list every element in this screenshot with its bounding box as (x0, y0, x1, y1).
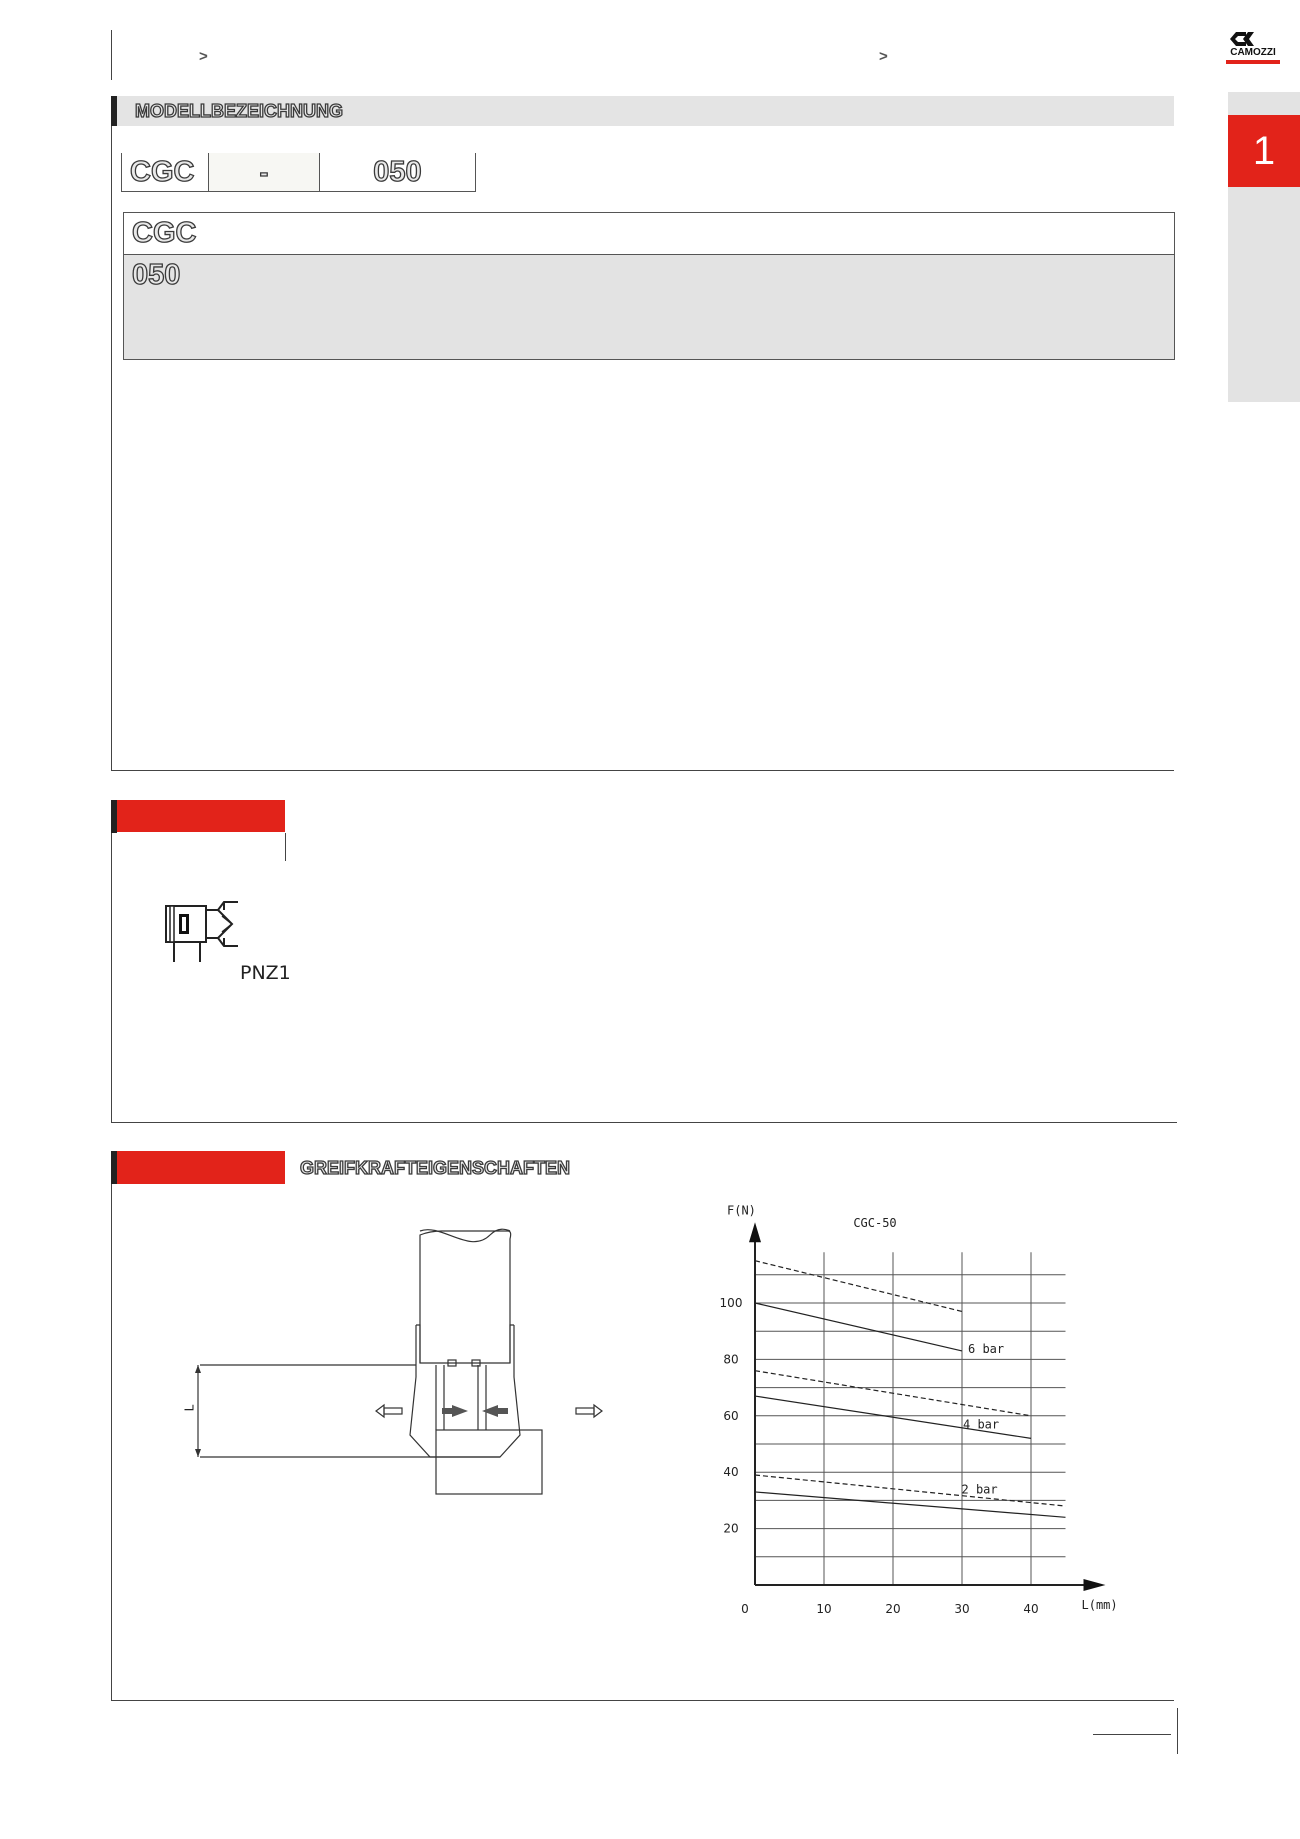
x-tick-label: 40 (1023, 1602, 1039, 1616)
series-line (755, 1303, 962, 1351)
breadcrumb-separator: > (879, 48, 888, 65)
y-axis-arrow (749, 1222, 761, 1242)
footer-divider (1177, 1708, 1178, 1754)
y-tick-label: 100 (719, 1296, 743, 1310)
series-line (755, 1492, 1066, 1517)
x-tick-label: 10 (816, 1602, 832, 1616)
chart-title: CGC-50 (853, 1216, 897, 1230)
x-tick-label: 20 (885, 1602, 901, 1616)
y-axis-label: F(N) (727, 1205, 756, 1218)
section-border (285, 833, 286, 861)
gripper-drawing-svg (180, 1225, 650, 1495)
dimension-label: L (182, 1404, 197, 1412)
model-table-row (124, 255, 1174, 359)
x-axis-label: L(mm) (1081, 1598, 1118, 1612)
model-code-box (121, 153, 476, 192)
model-code-series: CGC (130, 156, 195, 188)
x-axis-arrow (1084, 1579, 1106, 1591)
model-code-dash: - (259, 157, 269, 187)
symbol-label: PNZ1 (240, 962, 291, 984)
section-border (111, 1184, 112, 1701)
breadcrumb-separator: > (199, 48, 208, 65)
section-border (111, 126, 112, 771)
section-title: GREIFKRAFTEIGENSCHAFTEN (300, 1158, 570, 1178)
model-table-row-code: 050 (132, 259, 181, 291)
chapter-number: 1 (1252, 129, 1276, 173)
gripper-symbol-icon (160, 898, 280, 968)
series-line (755, 1261, 962, 1312)
y-tick-label: 40 (723, 1465, 739, 1480)
y-tick-label: 60 (723, 1408, 739, 1423)
pneumatic-gripper-symbol (160, 898, 280, 968)
model-table-row (124, 213, 1174, 255)
section-border (111, 833, 112, 1123)
series-label: 6 bar (968, 1341, 1005, 1356)
header-underline (117, 832, 285, 833)
logo-wordmark: CAMOZZI (1230, 47, 1276, 58)
section-border (111, 770, 1174, 771)
section-header-red (117, 1151, 285, 1184)
chapter-tab[interactable] (1228, 115, 1300, 187)
y-tick-label: 20 (723, 1521, 739, 1536)
model-code-size: 050 (373, 156, 422, 188)
model-code-cell (122, 153, 209, 191)
chart-svg (690, 1205, 1130, 1635)
model-table (123, 212, 1175, 360)
camozzi-logo (1224, 28, 1282, 70)
section-header-bar (117, 96, 1174, 126)
y-tick-label: 80 (723, 1352, 739, 1367)
x-tick-label: 0 (741, 1602, 749, 1616)
series-label: 2 bar (961, 1482, 998, 1497)
section-border (111, 1122, 1177, 1123)
gripper-drawing (180, 1225, 650, 1495)
x-tick-label: 30 (954, 1602, 970, 1616)
series-label: 4 bar (963, 1417, 1000, 1432)
series-line (755, 1475, 1066, 1506)
grip-force-chart (690, 1205, 1130, 1635)
section-border (111, 1700, 1174, 1701)
model-code-cell (320, 153, 475, 191)
section-header-red (117, 800, 285, 833)
model-table-row-code: CGC (132, 217, 197, 249)
section-title: MODELLBEZEICHNUNG (135, 101, 343, 121)
footer-rule (1093, 1734, 1171, 1735)
model-code-cell (209, 153, 320, 191)
header-divider (111, 30, 112, 80)
